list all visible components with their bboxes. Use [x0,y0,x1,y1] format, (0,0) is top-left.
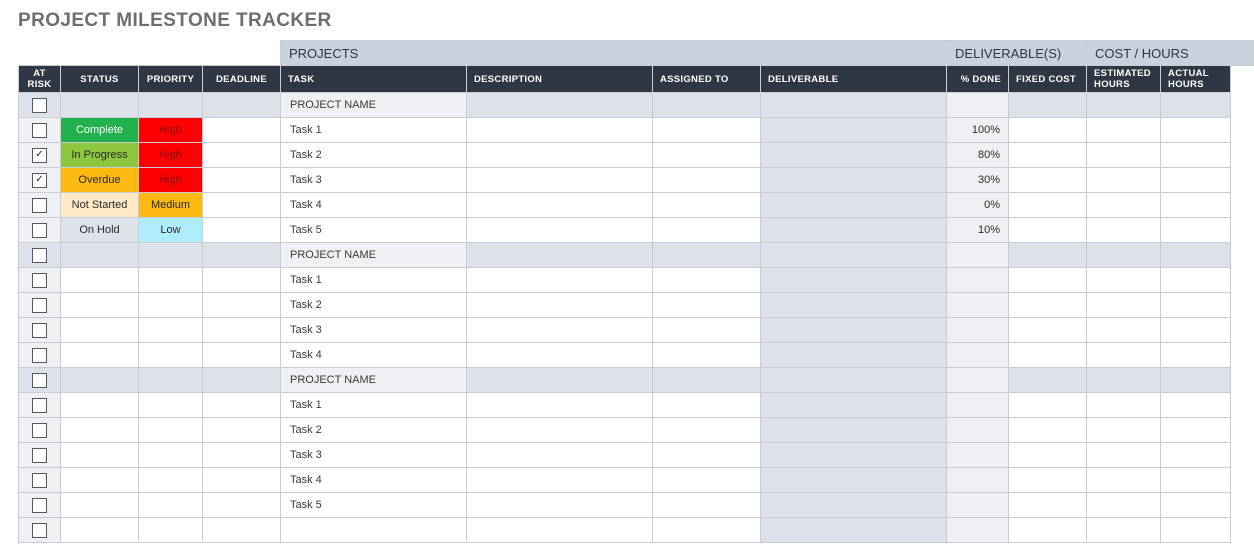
deliverable-cell[interactable] [761,493,947,518]
deliverable-cell[interactable] [761,293,947,318]
description-cell[interactable] [467,318,653,343]
checkbox-icon[interactable] [32,448,47,463]
at-risk-cell[interactable] [19,418,61,443]
deliverable-cell[interactable] [761,343,947,368]
at-risk-cell[interactable] [19,218,61,243]
actual-hours-cell[interactable] [1161,93,1231,118]
assigned-to-cell[interactable] [653,518,761,543]
deliverable-cell[interactable] [761,418,947,443]
deadline-cell[interactable] [203,143,281,168]
status-cell[interactable] [61,443,139,468]
deadline-cell[interactable] [203,293,281,318]
actual-hours-cell[interactable] [1161,343,1231,368]
at-risk-cell[interactable] [19,343,61,368]
percent-done-cell[interactable]: 30% [947,168,1009,193]
fixed-cost-cell[interactable] [1009,168,1087,193]
assigned-to-cell[interactable] [653,168,761,193]
task-cell[interactable]: Task 4 [281,468,467,493]
fixed-cost-cell[interactable] [1009,268,1087,293]
group-header-projects: PROJECTS [281,41,947,66]
table-row [19,268,1254,293]
assigned-to-cell[interactable] [653,443,761,468]
percent-done-cell[interactable] [947,443,1009,468]
priority-cell[interactable]: High [139,143,203,168]
checkbox-icon[interactable] [32,523,47,538]
status-cell[interactable] [61,93,139,118]
description-cell[interactable] [467,93,653,118]
checkbox-icon[interactable] [32,348,47,363]
priority-cell[interactable] [139,93,203,118]
description-cell[interactable] [467,143,653,168]
fixed-cost-cell[interactable] [1009,318,1087,343]
priority-cell[interactable] [139,443,203,468]
project-row [19,243,1254,268]
percent-done-cell[interactable] [947,343,1009,368]
table-row [19,143,1254,168]
assigned-to-cell[interactable] [653,318,761,343]
estimated-hours-cell[interactable] [1087,143,1161,168]
percent-done-cell[interactable] [947,243,1009,268]
task-cell[interactable]: Task 5 [281,218,467,243]
priority-cell[interactable] [139,493,203,518]
estimated-hours-cell[interactable] [1087,368,1161,393]
deadline-cell[interactable] [203,393,281,418]
table-row [19,193,1254,218]
description-cell[interactable] [467,243,653,268]
estimated-hours-cell[interactable] [1087,518,1161,543]
table-row [19,318,1254,343]
priority-cell[interactable] [139,243,203,268]
status-cell[interactable]: In Progress [61,143,139,168]
fixed-cost-cell[interactable] [1009,118,1087,143]
description-cell[interactable] [467,518,653,543]
priority-cell[interactable] [139,268,203,293]
project-name-cell[interactable]: PROJECT NAME [281,93,467,118]
fixed-cost-cell[interactable] [1009,518,1087,543]
description-cell[interactable] [467,168,653,193]
deadline-cell[interactable] [203,243,281,268]
deliverable-cell[interactable] [761,468,947,493]
page-title: PROJECT MILESTONE TRACKER [18,10,332,31]
deadline-cell[interactable] [203,493,281,518]
column-header-task[interactable]: TASK [281,66,467,93]
fixed-cost-cell[interactable] [1009,193,1087,218]
group-header-cost-hours: COST / HOURS [1087,41,1254,66]
group-header-deliverable-s: DELIVERABLE(S) [947,41,1087,66]
at-risk-cell[interactable] [19,393,61,418]
column-header-description[interactable]: DESCRIPTION [467,66,653,93]
estimated-hours-cell[interactable] [1087,343,1161,368]
fixed-cost-cell[interactable] [1009,243,1087,268]
status-cell[interactable]: Not Started [61,193,139,218]
estimated-hours-cell[interactable] [1087,118,1161,143]
assigned-to-cell[interactable] [653,493,761,518]
status-cell[interactable] [61,368,139,393]
description-cell[interactable] [467,118,653,143]
description-cell[interactable] [467,418,653,443]
status-cell[interactable] [61,393,139,418]
column-header-estimated-hours[interactable]: ESTIMATED HOURS [1087,66,1161,93]
deadline-cell[interactable] [203,168,281,193]
task-cell[interactable] [281,518,467,543]
at-risk-cell[interactable] [19,318,61,343]
status-cell[interactable] [61,343,139,368]
status-cell[interactable]: Complete [61,118,139,143]
at-risk-cell[interactable] [19,518,61,543]
assigned-to-cell[interactable] [653,193,761,218]
deliverable-cell[interactable] [761,518,947,543]
actual-hours-cell[interactable] [1161,368,1231,393]
deadline-cell[interactable] [203,518,281,543]
milestone-tracker-table [18,40,1254,543]
estimated-hours-cell[interactable] [1087,318,1161,343]
deadline-cell[interactable] [203,368,281,393]
task-cell[interactable]: Task 5 [281,493,467,518]
actual-hours-cell[interactable] [1161,443,1231,468]
at-risk-cell[interactable] [19,268,61,293]
estimated-hours-cell[interactable] [1087,243,1161,268]
checkbox-icon[interactable] [32,298,47,313]
description-cell[interactable] [467,393,653,418]
percent-done-cell[interactable]: 10% [947,218,1009,243]
description-cell[interactable] [467,193,653,218]
column-header-assigned-to[interactable]: ASSIGNED TO [653,66,761,93]
estimated-hours-cell[interactable] [1087,418,1161,443]
deliverable-cell[interactable] [761,218,947,243]
actual-hours-cell[interactable] [1161,193,1231,218]
column-header-priority[interactable]: PRIORITY [139,66,203,93]
project-row [19,368,1254,393]
at-risk-cell[interactable] [19,368,61,393]
percent-done-cell[interactable]: 100% [947,118,1009,143]
estimated-hours-cell[interactable] [1087,443,1161,468]
priority-cell[interactable]: Low [139,218,203,243]
column-header-fixed-cost[interactable]: FIXED COST [1009,66,1087,93]
description-cell[interactable] [467,268,653,293]
fixed-cost-cell[interactable] [1009,343,1087,368]
checkbox-icon[interactable] [32,323,47,338]
group-header-blank [19,41,281,66]
priority-cell[interactable] [139,318,203,343]
description-cell[interactable] [467,368,653,393]
fixed-cost-cell[interactable] [1009,293,1087,318]
deadline-cell[interactable] [203,193,281,218]
status-cell[interactable] [61,318,139,343]
task-cell[interactable]: Task 1 [281,393,467,418]
priority-cell[interactable] [139,343,203,368]
at-risk-cell[interactable] [19,243,61,268]
priority-cell[interactable] [139,368,203,393]
deadline-cell[interactable] [203,218,281,243]
actual-hours-cell[interactable] [1161,468,1231,493]
estimated-hours-cell[interactable] [1087,93,1161,118]
table-row [19,468,1254,493]
fixed-cost-cell[interactable] [1009,368,1087,393]
checkbox-icon[interactable] [32,98,47,113]
assigned-to-cell[interactable] [653,243,761,268]
percent-done-cell[interactable]: 0% [947,193,1009,218]
percent-done-cell[interactable] [947,318,1009,343]
checkbox-icon[interactable] [32,473,47,488]
table-row [19,168,1254,193]
estimated-hours-cell[interactable] [1087,393,1161,418]
assigned-to-cell[interactable] [653,118,761,143]
status-cell[interactable] [61,468,139,493]
priority-cell[interactable] [139,293,203,318]
fixed-cost-cell[interactable] [1009,443,1087,468]
priority-cell[interactable] [139,518,203,543]
actual-hours-cell[interactable] [1161,143,1231,168]
description-cell[interactable] [467,443,653,468]
deliverable-cell[interactable] [761,143,947,168]
column-header-deadline[interactable]: DEADLINE [203,66,281,93]
fixed-cost-cell[interactable] [1009,468,1087,493]
status-cell[interactable]: On Hold [61,218,139,243]
estimated-hours-cell[interactable] [1087,468,1161,493]
at-risk-cell[interactable] [19,193,61,218]
at-risk-cell[interactable] [19,93,61,118]
actual-hours-cell[interactable] [1161,218,1231,243]
description-cell[interactable] [467,293,653,318]
at-risk-cell[interactable] [19,493,61,518]
priority-cell[interactable] [139,468,203,493]
table-row [19,293,1254,318]
checkbox-icon[interactable]: ✓ [32,173,47,188]
percent-done-cell[interactable] [947,393,1009,418]
fixed-cost-cell[interactable] [1009,418,1087,443]
column-header-actual-hours[interactable]: ACTUAL HOURS [1161,66,1231,93]
table-row [19,118,1254,143]
priority-cell[interactable]: Medium [139,193,203,218]
priority-cell[interactable]: High [139,168,203,193]
percent-done-cell[interactable] [947,418,1009,443]
actual-hours-cell[interactable] [1161,243,1231,268]
project-name-cell[interactable]: PROJECT NAME [281,243,467,268]
actual-hours-cell[interactable] [1161,168,1231,193]
estimated-hours-cell[interactable] [1087,168,1161,193]
actual-hours-cell[interactable] [1161,418,1231,443]
task-cell[interactable]: Task 1 [281,268,467,293]
status-cell[interactable]: Overdue [61,168,139,193]
percent-done-cell[interactable] [947,493,1009,518]
checkbox-icon[interactable] [32,498,47,513]
fixed-cost-cell[interactable] [1009,218,1087,243]
assigned-to-cell[interactable] [653,268,761,293]
actual-hours-cell[interactable] [1161,268,1231,293]
task-cell[interactable]: Task 1 [281,118,467,143]
task-cell[interactable]: Task 3 [281,168,467,193]
assigned-to-cell[interactable] [653,218,761,243]
table-row [19,393,1254,418]
at-risk-cell[interactable] [19,118,61,143]
project-row [19,93,1254,118]
column-header-row [19,66,1254,93]
actual-hours-cell[interactable] [1161,118,1231,143]
deliverable-cell[interactable] [761,93,947,118]
deliverable-cell[interactable] [761,193,947,218]
checkbox-icon[interactable] [32,198,47,213]
checkbox-icon[interactable] [32,373,47,388]
description-cell[interactable] [467,468,653,493]
at-risk-cell[interactable] [19,468,61,493]
assigned-to-cell[interactable] [653,343,761,368]
status-cell[interactable] [61,418,139,443]
percent-done-cell[interactable] [947,468,1009,493]
estimated-hours-cell[interactable] [1087,193,1161,218]
deadline-cell[interactable] [203,418,281,443]
deadline-cell[interactable] [203,118,281,143]
table-head [19,41,1254,93]
checkbox-icon[interactable] [32,273,47,288]
task-cell[interactable]: Task 4 [281,343,467,368]
project-name-cell[interactable]: PROJECT NAME [281,368,467,393]
table-row [19,443,1254,468]
percent-done-cell[interactable] [947,293,1009,318]
task-cell[interactable]: Task 2 [281,143,467,168]
table-body [19,93,1254,543]
estimated-hours-cell[interactable] [1087,293,1161,318]
at-risk-cell[interactable] [19,293,61,318]
deliverable-cell[interactable] [761,268,947,293]
percent-done-cell[interactable]: 80% [947,143,1009,168]
deliverable-cell[interactable] [761,243,947,268]
percent-done-cell[interactable] [947,93,1009,118]
actual-hours-cell[interactable] [1161,493,1231,518]
deliverable-cell[interactable] [761,443,947,468]
actual-hours-cell[interactable] [1161,518,1231,543]
column-header-at-risk[interactable]: AT RISK [19,66,61,93]
deliverable-cell[interactable] [761,393,947,418]
task-cell[interactable]: Task 3 [281,443,467,468]
assigned-to-cell[interactable] [653,143,761,168]
table-row [19,518,1254,543]
description-cell[interactable] [467,343,653,368]
at-risk-cell[interactable] [19,168,61,193]
group-header-row [19,41,1254,66]
assigned-to-cell[interactable] [653,293,761,318]
assigned-to-cell[interactable] [653,93,761,118]
status-cell[interactable] [61,518,139,543]
status-cell[interactable] [61,268,139,293]
task-cell[interactable]: Task 3 [281,318,467,343]
deadline-cell[interactable] [203,468,281,493]
deadline-cell[interactable] [203,93,281,118]
fixed-cost-cell[interactable] [1009,93,1087,118]
column-header-done[interactable]: % DONE [947,66,1009,93]
deliverable-cell[interactable] [761,168,947,193]
priority-cell[interactable] [139,393,203,418]
fixed-cost-cell[interactable] [1009,493,1087,518]
table-row [19,493,1254,518]
assigned-to-cell[interactable] [653,468,761,493]
deadline-cell[interactable] [203,318,281,343]
estimated-hours-cell[interactable] [1087,268,1161,293]
assigned-to-cell[interactable] [653,368,761,393]
priority-cell[interactable]: High [139,118,203,143]
column-header-status[interactable]: STATUS [61,66,139,93]
task-cell[interactable]: Task 4 [281,193,467,218]
deliverable-cell[interactable] [761,318,947,343]
estimated-hours-cell[interactable] [1087,218,1161,243]
deadline-cell[interactable] [203,343,281,368]
deliverable-cell[interactable] [761,368,947,393]
assigned-to-cell[interactable] [653,418,761,443]
at-risk-cell[interactable] [19,143,61,168]
actual-hours-cell[interactable] [1161,318,1231,343]
status-cell[interactable] [61,293,139,318]
checkbox-icon[interactable]: ✓ [32,148,47,163]
actual-hours-cell[interactable] [1161,293,1231,318]
checkbox-icon[interactable] [32,223,47,238]
percent-done-cell[interactable] [947,368,1009,393]
table-row [19,418,1254,443]
assigned-to-cell[interactable] [653,393,761,418]
status-cell[interactable] [61,243,139,268]
percent-done-cell[interactable] [947,518,1009,543]
table-row [19,218,1254,243]
deliverable-cell[interactable] [761,118,947,143]
task-cell[interactable]: Task 2 [281,418,467,443]
actual-hours-cell[interactable] [1161,393,1231,418]
column-header-deliverable[interactable]: DELIVERABLE [761,66,947,93]
description-cell[interactable] [467,493,653,518]
checkbox-icon[interactable] [32,398,47,413]
task-cell[interactable]: Task 2 [281,293,467,318]
deadline-cell[interactable] [203,443,281,468]
table-row [19,343,1254,368]
status-cell[interactable] [61,493,139,518]
checkbox-icon[interactable] [32,123,47,138]
checkbox-icon[interactable] [32,248,47,263]
checkbox-icon[interactable] [32,423,47,438]
percent-done-cell[interactable] [947,268,1009,293]
priority-cell[interactable] [139,418,203,443]
fixed-cost-cell[interactable] [1009,393,1087,418]
estimated-hours-cell[interactable] [1087,493,1161,518]
deadline-cell[interactable] [203,268,281,293]
fixed-cost-cell[interactable] [1009,143,1087,168]
at-risk-cell[interactable] [19,443,61,468]
description-cell[interactable] [467,218,653,243]
